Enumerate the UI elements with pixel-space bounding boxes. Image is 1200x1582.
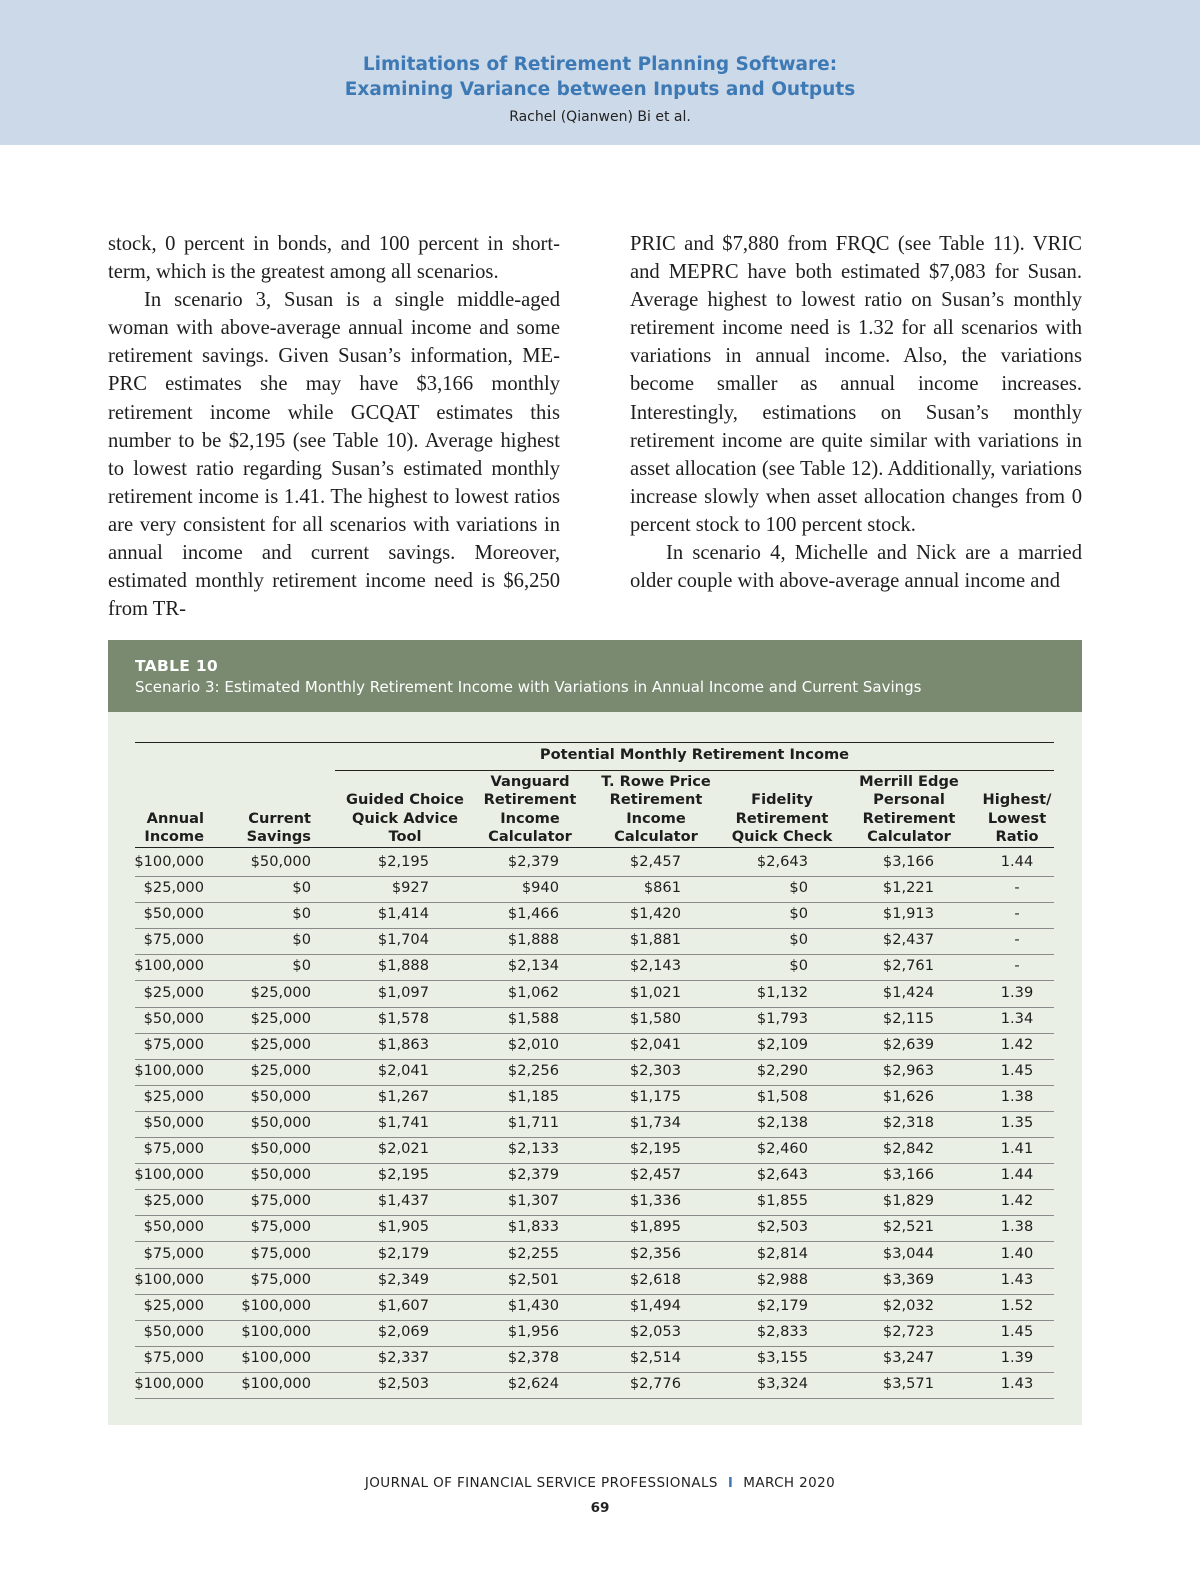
table-rule	[135, 876, 1054, 877]
column-header: Savings	[246, 827, 311, 845]
table-cell: $1,833	[507, 1218, 559, 1236]
page-footer	[0, 1475, 1200, 1491]
table-cell: $2,041	[629, 1035, 681, 1053]
table-rule	[135, 1372, 1054, 1373]
table-cell: $50,000	[143, 1009, 204, 1027]
table-cell: $50,000	[250, 853, 311, 870]
table-cell: $2,501	[507, 1270, 559, 1288]
table-cell: $100,000	[241, 1296, 311, 1314]
table-cell: $0	[789, 879, 808, 897]
table-cell: $2,032	[882, 1296, 934, 1314]
table-cell: $50,000	[250, 1140, 311, 1158]
table-cell: $2,842	[882, 1140, 934, 1158]
table-cell: $100,000	[134, 1375, 204, 1392]
table-cell: $1,508	[756, 1087, 808, 1105]
table-cell: $2,256	[507, 1061, 559, 1079]
table-cell: 1.44	[1000, 1166, 1034, 1184]
paragraph: In scenario 4, Michelle and Nick are a married older couple with above-average annual income and	[630, 542, 1082, 593]
column-header: Merrill Edge	[859, 773, 959, 791]
table-cell: $1,437	[377, 1192, 429, 1210]
table-cell: $50,000	[143, 1322, 204, 1340]
table-cell: $2,041	[377, 1061, 429, 1079]
table-cell: -	[1014, 905, 1020, 923]
table-cell: $1,580	[629, 1009, 681, 1027]
table-cell: $100,000	[134, 1166, 204, 1184]
table-cell: $3,369	[882, 1270, 934, 1288]
table-cell: $50,000	[143, 905, 204, 923]
table-cell: $100,000	[134, 957, 204, 975]
article-title	[0, 52, 1200, 102]
table-cell: $0	[789, 957, 808, 975]
table-rule	[135, 1033, 1054, 1034]
column-header: Quick Check	[731, 827, 833, 845]
table-cell: $2,133	[507, 1140, 559, 1158]
table-cell: $0	[292, 905, 311, 923]
table-cell: $3,571	[882, 1375, 934, 1392]
table-cell: $2,723	[882, 1322, 934, 1340]
table-cell: $1,956	[507, 1322, 559, 1340]
article-title-line-2: Examining Variance between Inputs and Outputs	[344, 79, 856, 100]
table-cell: $2,514	[629, 1348, 681, 1366]
table-caption: Scenario 3: Estimated Monthly Retirement Income with Variations in Annual Income and Current Savings	[135, 678, 922, 696]
table-cell: $1,132	[756, 983, 808, 1001]
table-cell: $2,115	[882, 1009, 934, 1027]
table-cell: $100,000	[241, 1322, 311, 1340]
table-cell: $2,195	[629, 1140, 681, 1158]
table-cell: $861	[643, 879, 681, 897]
page-number: 69	[590, 1500, 610, 1516]
column-header: Retirement	[483, 791, 577, 809]
column-header: Annual	[146, 809, 204, 827]
table-cell: $2,195	[377, 1166, 429, 1184]
table-cell: $2,179	[756, 1296, 808, 1314]
table-cell: $3,166	[882, 853, 934, 870]
table-rule	[135, 1320, 1054, 1321]
table-cell: $25,000	[143, 879, 204, 897]
column-header: Personal	[873, 791, 945, 809]
table-cell: 1.38	[1000, 1087, 1034, 1105]
table-cell: $2,179	[377, 1244, 429, 1262]
running-header	[0, 0, 1200, 145]
table-rule	[135, 1059, 1054, 1060]
table-cell: $75,000	[250, 1192, 311, 1210]
table-cell: -	[1014, 931, 1020, 949]
table-cell: $1,336	[629, 1192, 681, 1210]
table-cell: $100,000	[134, 1270, 204, 1288]
table-cell: $2,460	[756, 1140, 808, 1158]
issue-date: MARCH 2020	[743, 1475, 836, 1491]
table-cell: $927	[391, 879, 429, 897]
table-cell: 1.35	[1000, 1114, 1034, 1131]
table-cell: $3,324	[756, 1375, 808, 1392]
table-rule	[135, 1137, 1054, 1138]
table-cell: $1,307	[507, 1192, 559, 1210]
table-rule	[135, 1294, 1054, 1295]
table-rule	[135, 902, 1054, 903]
table-cell: $0	[292, 879, 311, 897]
table-cell: $50,000	[250, 1114, 311, 1131]
table-cell: $2,379	[507, 853, 559, 870]
column-header: Calculator	[867, 827, 951, 845]
table-cell: $2,503	[756, 1218, 808, 1236]
table-cell: 1.34	[1000, 1009, 1034, 1027]
table-cell: $100,000	[241, 1375, 311, 1392]
table-cell: $1,863	[377, 1035, 429, 1053]
table-cell: $2,963	[882, 1061, 934, 1079]
column-header: Income	[500, 809, 560, 827]
table-rule	[135, 1346, 1054, 1347]
table-cell: $75,000	[250, 1218, 311, 1236]
table-cell: $75,000	[250, 1270, 311, 1288]
table-cell: 1.42	[1000, 1035, 1034, 1053]
table-cell: $3,155	[756, 1348, 808, 1366]
table-rule	[135, 1111, 1054, 1112]
column-header: Tool	[388, 827, 422, 845]
table-header-bar	[108, 640, 1082, 712]
column-header: Fidelity	[751, 791, 813, 809]
table-cell: $2,624	[507, 1375, 559, 1392]
table-cell: $2,761	[882, 957, 934, 975]
article-title-line-1: Limitations of Retirement Planning Software:	[362, 54, 838, 75]
table-cell: $1,578	[377, 1009, 429, 1027]
table-cell: $0	[789, 905, 808, 923]
table-cell: $1,888	[507, 931, 559, 949]
table-cell: $75,000	[143, 1348, 204, 1366]
table-rule	[135, 847, 1054, 848]
column-header: Calculator	[488, 827, 572, 845]
table-rule	[135, 1268, 1054, 1269]
table-cell: $2,195	[377, 853, 429, 870]
table-10	[108, 640, 1082, 1425]
table-cell: $2,318	[882, 1114, 934, 1131]
table-cell: $1,021	[629, 983, 681, 1001]
table-cell: $75,000	[143, 931, 204, 949]
table-cell: 1.52	[1000, 1296, 1034, 1314]
table-cell: $25,000	[143, 983, 204, 1001]
table-cell: $3,044	[882, 1244, 934, 1262]
table-cell: $25,000	[250, 1009, 311, 1027]
table-cell: $1,829	[882, 1192, 934, 1210]
table-rule	[135, 1163, 1054, 1164]
table-cell: $25,000	[250, 983, 311, 1001]
table-cell: $50,000	[250, 1166, 311, 1184]
table-cell: 1.38	[1000, 1218, 1034, 1236]
table-cell: $25,000	[250, 1035, 311, 1053]
table-cell: $0	[292, 957, 311, 975]
table-rule	[135, 1215, 1054, 1216]
table-cell: $1,062	[507, 983, 559, 1001]
table-cell: $1,626	[882, 1087, 934, 1105]
table-cell: $1,855	[756, 1192, 808, 1210]
table-cell: -	[1014, 957, 1020, 975]
table-cell: $100,000	[134, 1061, 204, 1079]
column-header: Retirement	[609, 791, 703, 809]
table-cell: $1,466	[507, 905, 559, 923]
table-cell: $2,337	[377, 1348, 429, 1366]
table-cell: $2,010	[507, 1035, 559, 1053]
table-rule	[135, 1398, 1054, 1399]
table-cell: $1,881	[629, 931, 681, 949]
table-cell: $1,175	[629, 1087, 681, 1105]
table-cell: $2,503	[377, 1375, 429, 1392]
table-cell: $25,000	[143, 1087, 204, 1105]
table-cell: 1.45	[1000, 1061, 1034, 1079]
table-cell: $940	[521, 879, 559, 897]
table-cell: 1.40	[1000, 1244, 1034, 1262]
table-cell: $2,457	[629, 853, 681, 870]
table-cell: $1,267	[377, 1087, 429, 1105]
table-cell: $1,913	[882, 905, 934, 923]
table-cell: $1,711	[507, 1114, 559, 1131]
table-cell: $1,414	[377, 905, 429, 923]
table-cell: $75,000	[143, 1140, 204, 1158]
table-cell: $1,895	[629, 1218, 681, 1236]
table-cell: $2,109	[756, 1035, 808, 1053]
table-cell: $2,833	[756, 1322, 808, 1340]
table-cell: $2,290	[756, 1061, 808, 1079]
table-cell: $0	[789, 931, 808, 949]
table-cell: $2,069	[377, 1322, 429, 1340]
table-cell: $100,000	[134, 853, 204, 870]
table-cell: $75,000	[250, 1244, 311, 1262]
table-cell: $3,166	[882, 1166, 934, 1184]
table-cell: $50,000	[143, 1114, 204, 1131]
table-cell: $2,437	[882, 931, 934, 949]
table-cell: $1,741	[377, 1114, 429, 1131]
table-cell: $2,988	[756, 1270, 808, 1288]
table-label: TABLE 10	[135, 657, 219, 675]
table-cell: $2,643	[756, 1166, 808, 1184]
journal-name: JOURNAL OF FINANCIAL SERVICE PROFESSIONALS	[364, 1475, 718, 1491]
table-cell: $25,000	[143, 1192, 204, 1210]
table-cell: $2,053	[629, 1322, 681, 1340]
table-cell: 1.45	[1000, 1322, 1034, 1340]
table-cell: $1,420	[629, 905, 681, 923]
article-authors: Rachel (Qianwen) Bi et al.	[509, 109, 691, 125]
column-header: Calculator	[614, 827, 698, 845]
column-header: Income	[144, 827, 204, 845]
table-cell: $2,134	[507, 957, 559, 975]
column-header: Highest/	[982, 791, 1052, 809]
table-rule	[135, 742, 1054, 743]
table-rule	[335, 770, 1054, 771]
table-rule	[135, 1241, 1054, 1242]
table-rule	[135, 1189, 1054, 1190]
table-cell: $50,000	[143, 1218, 204, 1236]
column-header: Income	[626, 809, 686, 827]
table-cell: $2,521	[882, 1218, 934, 1236]
table-cell: $1,221	[882, 879, 934, 897]
body-column-left	[108, 230, 560, 623]
table-cell: $1,494	[629, 1296, 681, 1314]
paragraph: PRIC and $7,880 from FRQC (see Table 11). VRIC and MEPRC have both estimated $7,083 for Susan. Average highest to lowest ratio on Susan’s monthly retirement income need is 1.32 for all scenarios with variations in annual income. Also, the variations become smaller as annual income increases. Interestingly, estimations on Susan’s monthly retirement income are quite similar with variations in asset allocation (see Table 12). Additionally, variations increase slowly when asset allocation changes from 0 percent stock to 100 percent stock.	[630, 233, 1082, 536]
table-cell: $1,424	[882, 983, 934, 1001]
table-cell: $25,000	[143, 1296, 204, 1314]
table-cell: $2,814	[756, 1244, 808, 1262]
table-rule	[135, 1085, 1054, 1086]
paragraph: stock, 0 percent in bonds, and 100 percent in short-term, which is the greatest among all scenarios.	[108, 233, 560, 284]
table-rule	[135, 928, 1054, 929]
table-cell: 1.42	[1000, 1192, 1034, 1210]
table-cell: $1,588	[507, 1009, 559, 1027]
table-cell: $2,138	[756, 1114, 808, 1131]
table-cell: $1,888	[377, 957, 429, 975]
table-cell: $25,000	[250, 1061, 311, 1079]
group-header: Potential Monthly Retirement Income	[539, 746, 850, 763]
table-cell: $2,643	[756, 853, 808, 870]
table-cell: $2,356	[629, 1244, 681, 1262]
column-header: Quick Advice	[351, 809, 459, 827]
table-cell: $2,021	[377, 1140, 429, 1158]
table-cell: 1.43	[1000, 1375, 1034, 1392]
column-header: Retirement	[862, 809, 956, 827]
table-cell: $2,639	[882, 1035, 934, 1053]
footer-separator: I	[727, 1475, 734, 1491]
table-cell: $2,379	[507, 1166, 559, 1184]
table-cell: $1,734	[629, 1114, 681, 1131]
column-header: Vanguard	[490, 773, 570, 791]
table-cell: $2,618	[629, 1270, 681, 1288]
table-cell: $2,457	[629, 1166, 681, 1184]
table-cell: 1.43	[1000, 1270, 1034, 1288]
column-header: Retirement	[735, 809, 829, 827]
table-cell: 1.39	[1000, 983, 1034, 1001]
table-cell: $0	[292, 931, 311, 949]
column-header: Lowest	[987, 809, 1047, 827]
table-cell: $1,793	[756, 1009, 808, 1027]
column-header: Ratio	[995, 827, 1039, 845]
table-cell: $2,143	[629, 957, 681, 975]
table-rule	[135, 980, 1054, 981]
table-cell: $1,185	[507, 1087, 559, 1105]
table-cell: 1.41	[1000, 1140, 1034, 1158]
paragraph: In scenario 3, Susan is a single middle-aged woman with above-average annual income and some retirement savings. Given Susan’s information, ME-PRC estimates she may have $3,166 monthly retirement income while GCQAT estimates this number to be $2,195 (see Table 10). Average highest to lowest ratio regarding Susan’s estimated monthly retirement income is 1.41. The highest to lowest ratios are very consistent for all scenarios with variations in annual income and current savings. Moreover, estimated monthly retirement income need is $6,250 from TR-	[108, 289, 560, 621]
body-column-right	[630, 230, 1082, 595]
table-cell: $75,000	[143, 1035, 204, 1053]
table-cell: $1,905	[377, 1218, 429, 1236]
table-cell: $1,430	[507, 1296, 559, 1314]
column-header: Current	[248, 809, 311, 827]
table-cell: $50,000	[250, 1087, 311, 1105]
column-header: Guided Choice	[346, 791, 464, 809]
table-cell: $2,349	[377, 1270, 429, 1288]
column-header: T. Rowe Price	[601, 773, 711, 791]
table-cell: $2,255	[507, 1244, 559, 1262]
table-cell: $75,000	[143, 1244, 204, 1262]
table-cell: 1.39	[1000, 1348, 1034, 1366]
table-cell: -	[1014, 879, 1020, 897]
table-cell: 1.44	[1000, 853, 1034, 870]
table-cell: $3,247	[882, 1348, 934, 1366]
table-cell: $2,303	[629, 1061, 681, 1079]
table-cell: $2,378	[507, 1348, 559, 1366]
table-cell: $1,097	[377, 983, 429, 1001]
table-cell: $100,000	[241, 1348, 311, 1366]
table-cell: $1,704	[377, 931, 429, 949]
table-cell: $2,776	[629, 1375, 681, 1392]
table-cell: $1,607	[377, 1296, 429, 1314]
table-rule	[135, 954, 1054, 955]
table-rule	[135, 1007, 1054, 1008]
